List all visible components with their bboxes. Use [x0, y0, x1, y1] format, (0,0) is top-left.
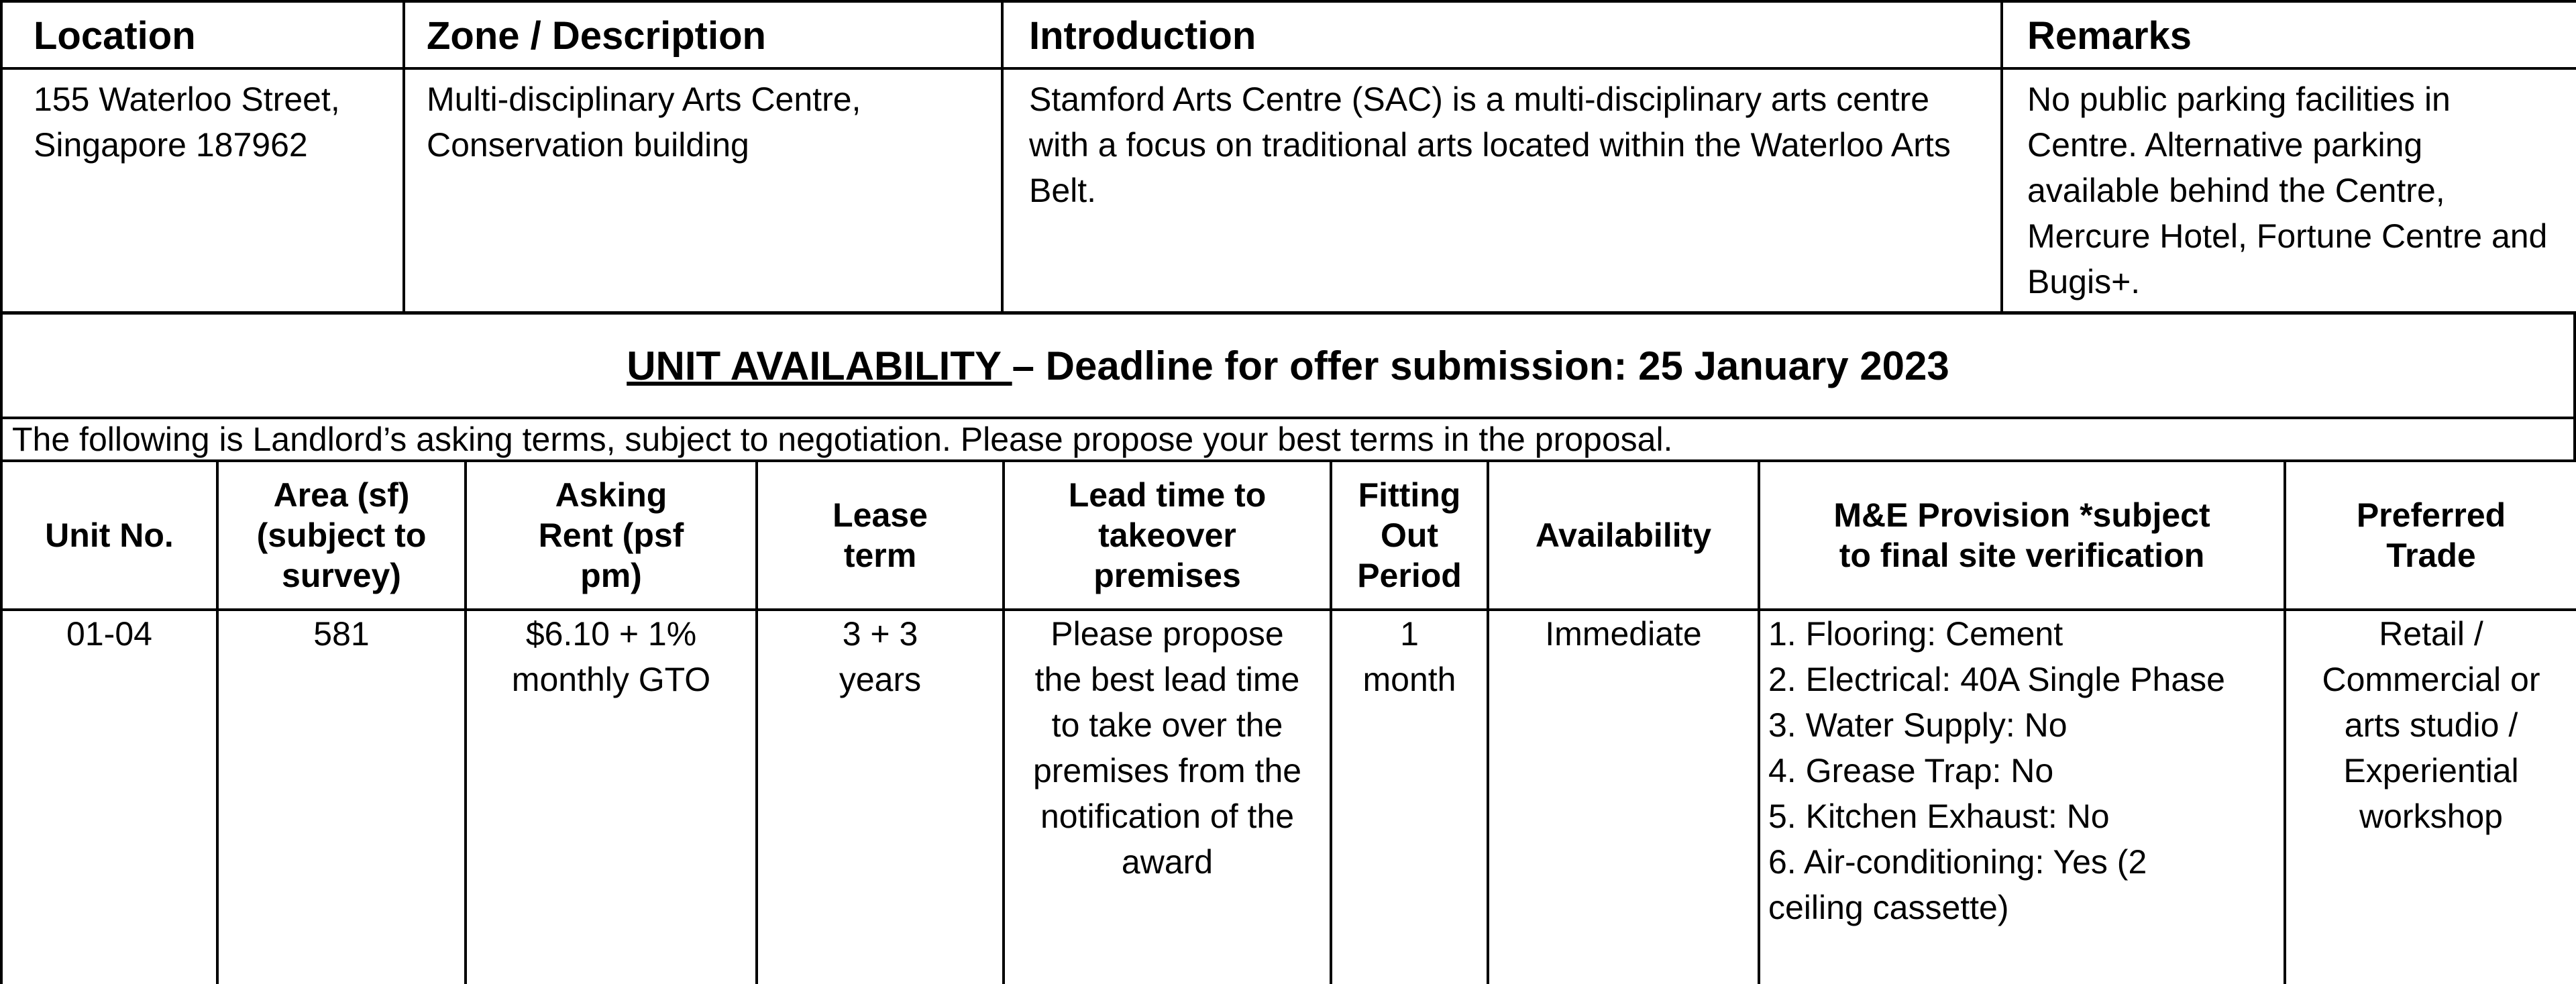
asking-rent-cell: $6.10 + 1% monthly GTO	[466, 610, 757, 984]
list-item: 3. Water Supply: No	[1768, 706, 2068, 744]
location-cell: 155 Waterloo Street, Singapore 187962	[1, 68, 404, 313]
property-header-row	[1, 1, 2576, 68]
unit-no-header: Unit No.	[1, 461, 217, 610]
banner-title: UNIT AVAILABILITY	[627, 343, 1012, 388]
fitting-out-cell: 1 month	[1331, 610, 1488, 984]
fitting-out-header: Fitting Out Period	[1331, 461, 1488, 610]
remarks-header: Remarks	[2002, 1, 2576, 68]
list-item: 6. Air-conditioning: Yes (2 ceiling cassette)	[1768, 843, 2147, 926]
asking-terms-note	[0, 417, 2576, 462]
zone-header: Zone / Description	[404, 1, 1002, 68]
availability-header: Availability	[1488, 461, 1759, 610]
introduction-header: Introduction	[1002, 1, 2002, 68]
unit-availability-banner	[0, 312, 2576, 419]
location-header: Location	[1, 1, 404, 68]
lease-term-cell: 3 + 3 years	[757, 610, 1004, 984]
preferred-trade-header: Preferred Trade	[2285, 461, 2576, 610]
introduction-cell: Stamford Arts Centre (SAC) is a multi-disciplinary arts centre with a focus on traditional arts located within the Waterloo Arts Belt.	[1002, 68, 2002, 313]
remarks-cell: No public parking facilities in Centre. Alternative parking available behind the Centre, Mercure Hotel, Fortune Centre and Bugis+.	[2002, 68, 2576, 313]
table-row	[1, 610, 2576, 984]
preferred-trade-cell: Retail / Commercial or arts studio / Experiential workshop	[2285, 610, 2576, 984]
unit-no-cell: 01-04	[1, 610, 217, 984]
asking-rent-header: Asking Rent (psf pm)	[466, 461, 757, 610]
list-item: 1. Flooring: Cement	[1768, 615, 2063, 653]
unit-header-row	[1, 461, 2576, 610]
property-info-table	[0, 0, 2576, 314]
area-cell: 581	[217, 610, 466, 984]
banner-cell	[1, 313, 2575, 418]
lead-time-header: Lead time to takeover premises	[1004, 461, 1331, 610]
banner-deadline: – Deadline for offer submission: 25 January 2023	[1012, 343, 1949, 388]
me-provision-header: M&E Provision *subject to final site verification	[1759, 461, 2285, 610]
lead-time-cell: Please propose the best lead time to take over the premises from the notification of the award	[1004, 610, 1331, 984]
lease-term-header: Lease term	[757, 461, 1004, 610]
note-text: The following is Landlord’s asking terms, subject to negotiation. Please propose your best terms in the proposal.	[1, 418, 2575, 461]
list-item: 2. Electrical: 40A Single Phase	[1768, 661, 2225, 698]
zone-cell: Multi-disciplinary Arts Centre, Conservation building	[404, 68, 1002, 313]
area-header: Area (sf) (subject to survey)	[217, 461, 466, 610]
unit-availability-table	[0, 459, 2576, 984]
list-item: 4. Grease Trap: No	[1768, 752, 2054, 789]
availability-cell: Immediate	[1488, 610, 1759, 984]
property-row	[1, 68, 2576, 313]
list-item: 5. Kitchen Exhaust: No	[1768, 798, 2110, 835]
me-provision-cell	[1759, 610, 2285, 984]
